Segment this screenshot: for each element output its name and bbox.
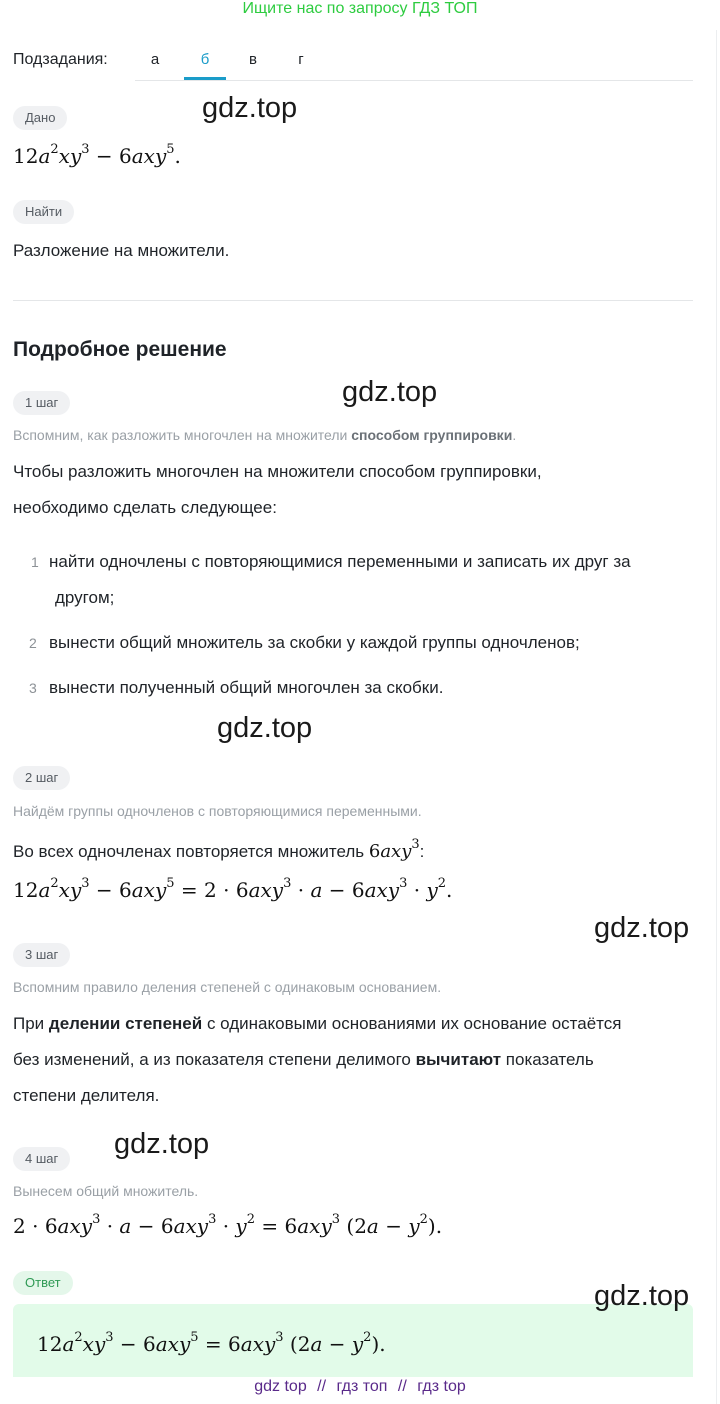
step-1-text-line1: Чтобы разложить многочлен на множители способом группировки, (13, 462, 542, 481)
find-chip: Найти (13, 200, 74, 224)
list-number: 2 (29, 635, 37, 651)
answer-equation: $12a^2xy^3 - 6axy^5 = 6axy^3$ $(2a - y^2)$. (37, 1330, 386, 1356)
right-divider (716, 30, 717, 1404)
step-2-text: Во всех одночленах повторяется множитель 6axy$^3$: (13, 837, 425, 862)
list-number: 1 (31, 554, 39, 570)
list-item: найти одночлены с повторяющимися переменными и записать их друг за (49, 552, 631, 571)
footer-link[interactable]: гдз топ (336, 1378, 388, 1395)
list-item-continued: другом; (55, 588, 115, 607)
footer-separator: // (397, 1378, 407, 1395)
section-divider (13, 300, 693, 301)
step-4-hint: Вынесем общий множитель. (13, 1183, 199, 1199)
step-2-hint: Найдём группы одночленов с повторяющимися переменными. (13, 803, 422, 819)
step-2-chip: 2 шаг (13, 766, 70, 790)
footer-link[interactable]: gdz top (254, 1378, 307, 1395)
watermark: gdz.top (202, 92, 298, 124)
watermark: gdz.top (594, 1280, 690, 1312)
given-chip: Дано (13, 106, 67, 130)
given-expression: $12a^2xy^3 - 6axy^5$. (13, 142, 181, 168)
subtasks-label: Подзадания: (13, 51, 108, 68)
tab-b[interactable]: б (200, 51, 210, 68)
answer-chip: Ответ (13, 1271, 73, 1295)
step-4-equation: $2 \cdot 6axy^3 \cdot a - 6axy^3 \cdot y^2 = 6axy^3$ $(2a - y^2)$. (13, 1212, 443, 1238)
tabs-divider (135, 80, 693, 81)
tab-a[interactable]: а (150, 51, 160, 68)
step-2-equation: $12a^2xy^3 - 6axy^5 = 2 \cdot 6axy^3 \cdot a - 6axy^3 \cdot y^2$. (13, 876, 453, 902)
watermark: gdz.top (114, 1128, 210, 1160)
watermark: gdz.top (217, 712, 313, 744)
tab-v[interactable]: в (249, 51, 257, 68)
search-banner: Ищите нас по запросу ГДЗ ТОП (242, 0, 478, 17)
watermark: gdz.top (594, 912, 690, 944)
footer-link[interactable]: гдз top (417, 1378, 466, 1395)
solution-heading: Подробное решение (13, 338, 227, 361)
step-3-para-line3: степени делителя. (13, 1086, 160, 1105)
step-3-para-line2: без изменений, а из показателя степени делимого вычитают показатель (13, 1050, 594, 1069)
list-item: вынести полученный общий многочлен за скобки. (49, 678, 444, 697)
step-1-text-line2: необходимо сделать следующее: (13, 498, 277, 517)
step-3-chip: 3 шаг (13, 943, 70, 967)
footer-links (0, 1378, 720, 1396)
find-text: Разложение на множители. (13, 241, 230, 260)
step-3-hint: Вспомним правило деления степеней с одинаковым основанием. (13, 979, 442, 995)
step-3-para-line1: При делении степеней с одинаковыми основаниями их основание остаётся (13, 1014, 622, 1033)
step-1-chip: 1 шаг (13, 391, 70, 415)
watermark: gdz.top (342, 376, 438, 408)
step-1-hint: Вспомним, как разложить многочлен на множители способом группировки. (13, 427, 517, 443)
list-number: 3 (29, 680, 37, 696)
tab-g[interactable]: г (298, 51, 304, 68)
list-item: вынести общий множитель за скобки у каждой группы одночленов; (49, 633, 580, 652)
step-4-chip: 4 шаг (13, 1147, 70, 1171)
footer-separator: // (317, 1378, 327, 1395)
